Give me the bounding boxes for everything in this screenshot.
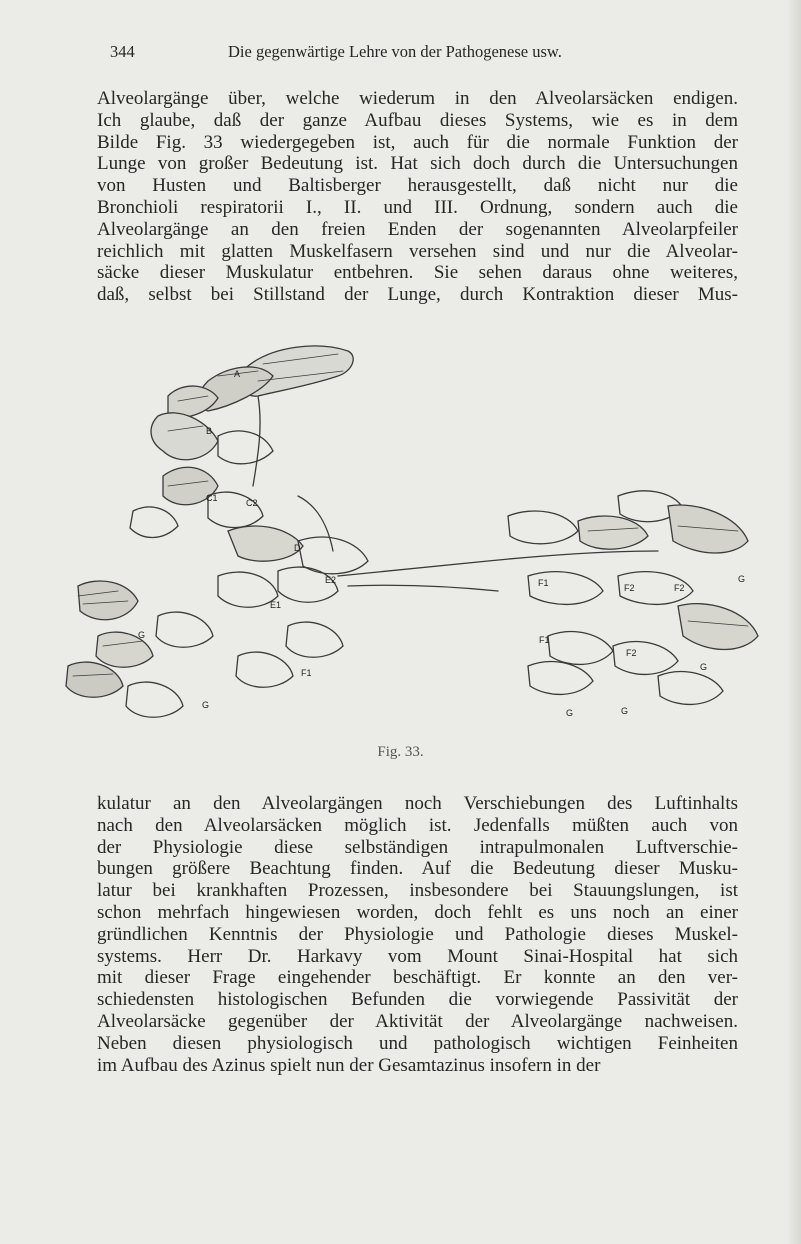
text-line: mit dieser Frage eingehender beschäftigt. Er konnte an den ver- [97,967,738,989]
text-line: daß, selbst bei Stillstand der Lunge, durch Kontraktion dieser Mus- [97,284,738,306]
figure-label: E2 [325,575,337,585]
figure-label: G [738,574,746,584]
figure-33-acinus-drawing [58,336,770,734]
figure-label: E1 [270,600,282,610]
figure-label: C1 [206,493,218,503]
text-line: Bronchioli respiratorii I., II. und III. Ordnung, sondern auch die [97,196,738,218]
text-line: Ich glaube, daß der ganze Aufbau dieses Systems, wie es in dem [97,109,738,131]
figure-label: F1 [538,578,549,588]
text-line: der Physiologie diese selbständigen intrapulmonalen Luftverschie- [97,836,738,858]
figure-label: G [621,706,629,716]
text-line: Neben diesen physiologisch und pathologisch wichtigen Feinheiten [97,1032,738,1054]
figure-label: F2 [674,583,685,593]
figure-label: G [202,700,210,710]
text-line: systems. Herr Dr. Harkavy vom Mount Sinai-Hospital hat sich [97,945,738,967]
page-edge-shadow [787,0,801,1244]
text-line: Bilde Fig. 33 wiedergegeben ist, auch für die normale Funktion der [97,131,738,153]
text-line: latur bei krankhaften Prozessen, insbesondere bei Stauungslungen, ist [97,880,738,902]
text-line: gründlichen Kenntnis der Physiologie und Pathologie dieses Muskel- [97,923,738,945]
text-line: kulatur an den Alveolargängen noch Verschiebungen des Luftinhalts [97,793,738,814]
text-line: im Aufbau des Azinus spielt nun der Gesamtazinus insofern in der [97,1054,601,1076]
figure-label: G [700,662,708,672]
text-line: bungen größere Beachtung finden. Auf die Bedeutung dieser Musku- [97,858,738,880]
figure-label: G [138,630,146,640]
page-number: 344 [110,42,135,61]
figure-label: C2 [246,498,258,508]
text-line: von Husten und Baltisberger herausgestellt, daß nicht nur die [97,175,738,197]
text-line: Lunge von großer Bedeutung ist. Hat sich doch durch die Untersuchungen [97,153,738,175]
text-line: Alveolarsäcke gegenüber der Aktivität der Alveolargänge nachweisen. [97,1010,738,1032]
figure-label: F1 [539,635,550,645]
text-line: säcke dieser Muskulatur entbehren. Sie sehen daraus ohne weiteres, [97,262,738,284]
figure-label: G [566,708,574,718]
text-line: reichlich mit glatten Muskelfasern versehen sind und nur die Alveolar- [97,240,738,262]
running-title: Die gegenwärtige Lehre von der Pathogenese usw. [228,42,562,61]
acinus-illustration [58,336,770,734]
text-line: schon mehrfach hingewiesen worden, doch fehlt es uns noch an einer [97,901,738,923]
figure-caption: Fig. 33. [377,744,424,760]
text-line: Alveolargänge an den freien Enden der sogenannten Alveolarpfeiler [97,218,738,240]
text-line: Alveolargänge über, welche wiederum in den Alveolarsäcken endigen. [97,88,738,109]
text-line: schiedensten histologischen Befunden die vorwiegende Passivität der [97,989,738,1011]
figure-label: F2 [626,648,637,658]
paragraph-2 [97,793,738,1076]
figure-label: D [294,543,301,553]
figure-label: B [206,426,213,436]
text-line: nach den Alveolarsäcken möglich ist. Jedenfalls müßten auch von [97,814,738,836]
figure-label: A [234,369,241,379]
figure-label: F1 [301,668,312,678]
paragraph-1 [97,88,738,306]
figure-label: F2 [624,583,635,593]
